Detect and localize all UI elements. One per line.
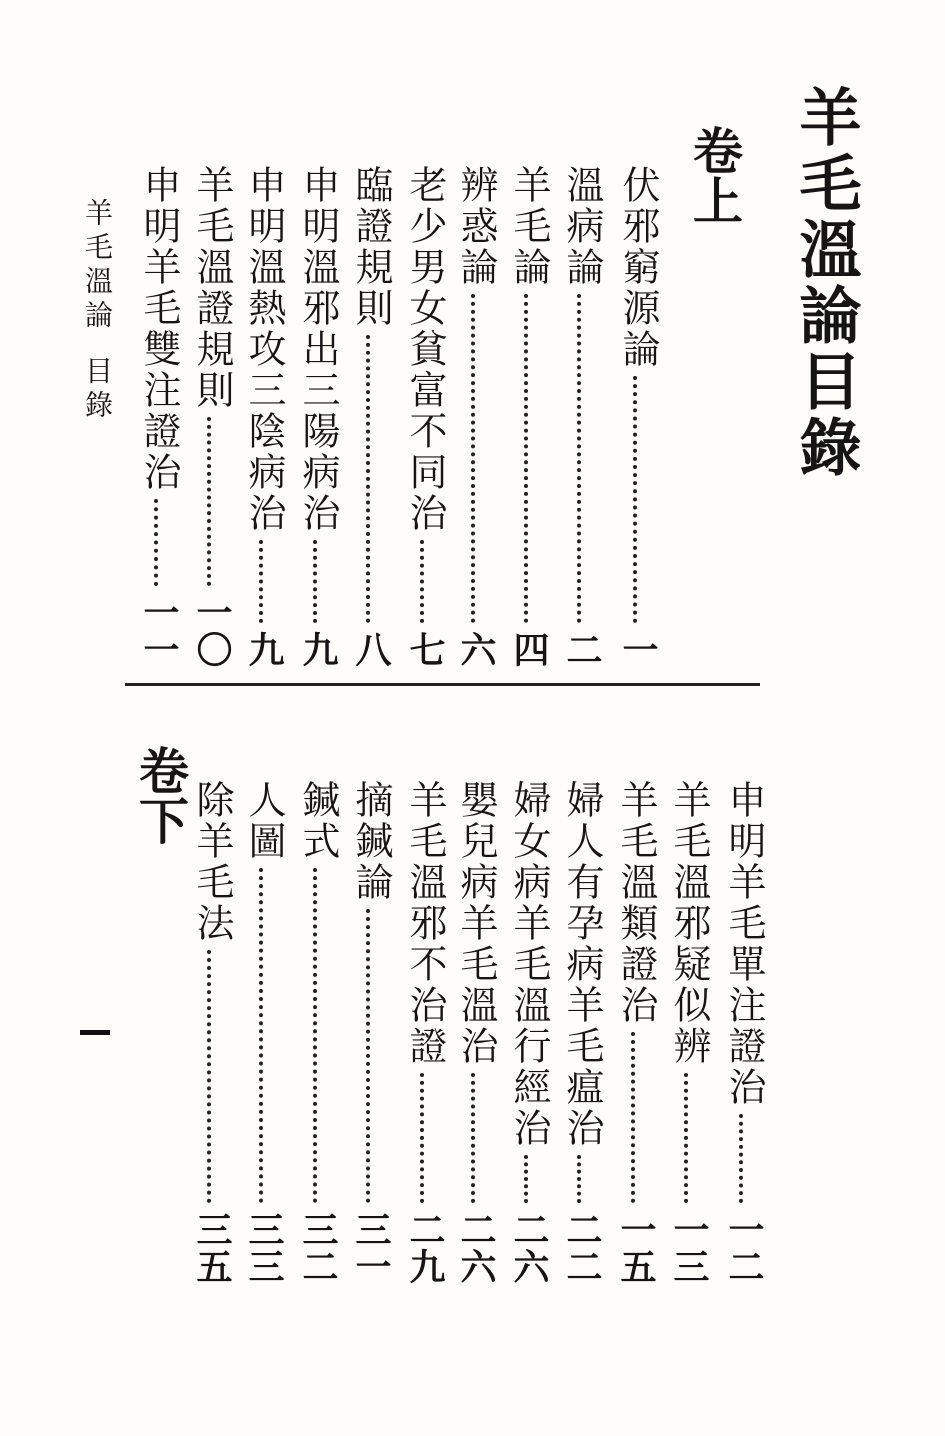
toc-entry-page: 九 xyxy=(243,631,285,668)
toc-entry-page: 一〇 xyxy=(191,594,233,668)
toc-entry-page: 三五 xyxy=(191,1211,233,1285)
dot-leader xyxy=(207,950,217,1203)
volume-upper-label: 卷上 xyxy=(685,125,744,225)
toc-entry[interactable] xyxy=(399,780,451,1285)
toc-entry-page: 一五 xyxy=(615,1211,657,1285)
toc-entry[interactable] xyxy=(503,780,555,1285)
toc-entry-page: 三二 xyxy=(297,1211,339,1285)
toc-entry-title: 臨證規則 xyxy=(349,165,393,329)
running-header-title: 羊毛溫論 xyxy=(81,198,114,334)
toc-entry-title: 伏邪窮源論 xyxy=(616,165,660,370)
toc-entry-page: 二 xyxy=(561,631,603,668)
toc-entry-page: 六 xyxy=(455,631,497,668)
dot-leader xyxy=(471,1073,481,1203)
dot-leader xyxy=(524,294,534,623)
toc-entry-title: 羊毛溫類證治 xyxy=(614,780,658,1026)
toc-entry-title: 溫病論 xyxy=(560,165,604,288)
toc-entry[interactable] xyxy=(663,780,715,1285)
toc-entry-title: 老少男女貧富不同治 xyxy=(403,165,447,534)
toc-entry-title: 申明羊毛雙注證治 xyxy=(137,165,181,493)
toc-entry-title: 羊毛溫邪不治證 xyxy=(403,780,447,1067)
toc-entry-page: 二六 xyxy=(455,1211,497,1285)
book-title: 羊毛溫論目錄 xyxy=(789,85,862,481)
dot-leader xyxy=(259,540,269,623)
toc-entry-page: 二二 xyxy=(561,1211,603,1285)
toc-entry[interactable] xyxy=(556,780,608,1285)
toc-entry-title: 人圖 xyxy=(242,780,286,862)
toc-entry-page: 四 xyxy=(508,631,550,668)
toc-entry-page: 三一 xyxy=(350,1211,392,1285)
toc-entry-title: 羊毛溫證規則 xyxy=(190,165,234,411)
toc-entry[interactable] xyxy=(133,165,185,668)
dot-leader xyxy=(631,1032,641,1203)
running-header xyxy=(80,198,114,424)
toc-entry[interactable] xyxy=(450,165,502,668)
toc-entry-page: 一二 xyxy=(723,1211,765,1285)
running-header-section: 目錄 xyxy=(81,356,114,424)
dot-leader xyxy=(366,909,376,1203)
toc-entry[interactable] xyxy=(450,780,502,1285)
toc-entry-title: 摘鍼論 xyxy=(349,780,393,903)
toc-entry[interactable] xyxy=(503,165,555,668)
toc-entry-title: 婦人有孕病羊毛瘟治 xyxy=(560,780,604,1149)
folio-number xyxy=(80,1030,110,1035)
dot-leader xyxy=(633,376,643,623)
dot-leader xyxy=(420,1073,430,1203)
toc-entry[interactable] xyxy=(292,165,344,668)
toc-entry-page: 七 xyxy=(404,631,446,668)
dot-leader xyxy=(577,294,587,623)
dot-leader xyxy=(313,540,323,623)
toc-entry[interactable] xyxy=(186,165,238,668)
dot-leader xyxy=(420,540,430,623)
toc-entry-page: 三三 xyxy=(243,1211,285,1285)
toc-entry-title: 申明溫熱攻三陰病治 xyxy=(242,165,286,534)
dot-leader xyxy=(471,294,481,623)
toc-entry[interactable] xyxy=(238,165,290,668)
volume-lower-label: 卷下 xyxy=(131,745,190,845)
toc-entry[interactable] xyxy=(610,780,662,1285)
dot-leader xyxy=(259,868,269,1203)
dot-leader xyxy=(684,1073,694,1203)
dot-leader xyxy=(577,1155,587,1203)
dot-leader xyxy=(524,1155,534,1203)
toc-entry[interactable] xyxy=(186,780,238,1285)
toc-entry-page: 一 xyxy=(617,631,659,668)
dot-leader xyxy=(313,868,323,1203)
toc-entry[interactable] xyxy=(556,165,608,668)
toc-entry-title: 申明溫邪出三陽病治 xyxy=(296,165,340,534)
dot-leader xyxy=(739,1114,749,1203)
toc-entry[interactable] xyxy=(345,780,397,1285)
toc-entry[interactable] xyxy=(238,780,290,1285)
toc-entry-title: 除羊毛法 xyxy=(190,780,234,944)
toc-entry-title: 鍼式 xyxy=(296,780,340,862)
toc-entry[interactable] xyxy=(612,165,664,668)
toc-entry-page: 九 xyxy=(297,631,339,668)
toc-entry-title: 辨惑論 xyxy=(454,165,498,288)
dot-leader xyxy=(366,335,376,623)
toc-entry-page: 二九 xyxy=(404,1211,446,1285)
toc-entry-title: 婦女病羊毛溫行經治 xyxy=(507,780,551,1149)
toc-entry[interactable] xyxy=(718,780,770,1285)
toc-entry-page: 八 xyxy=(350,631,392,668)
section-divider xyxy=(125,683,760,686)
toc-entry[interactable] xyxy=(399,165,451,668)
dot-leader xyxy=(154,499,164,586)
toc-entry-page: 二六 xyxy=(508,1211,550,1285)
toc-entry-title: 嬰兒病羊毛溫治 xyxy=(454,780,498,1067)
dot-leader xyxy=(207,417,217,586)
toc-entry-page: 一三 xyxy=(668,1211,710,1285)
toc-entry-title: 羊毛溫邪疑似辨 xyxy=(667,780,711,1067)
toc-entry-title: 羊毛論 xyxy=(507,165,551,288)
toc-entry[interactable] xyxy=(345,165,397,668)
toc-entry[interactable] xyxy=(292,780,344,1285)
toc-entry-page: 一一 xyxy=(138,594,180,668)
toc-entry-title: 申明羊毛單注證治 xyxy=(722,780,766,1108)
